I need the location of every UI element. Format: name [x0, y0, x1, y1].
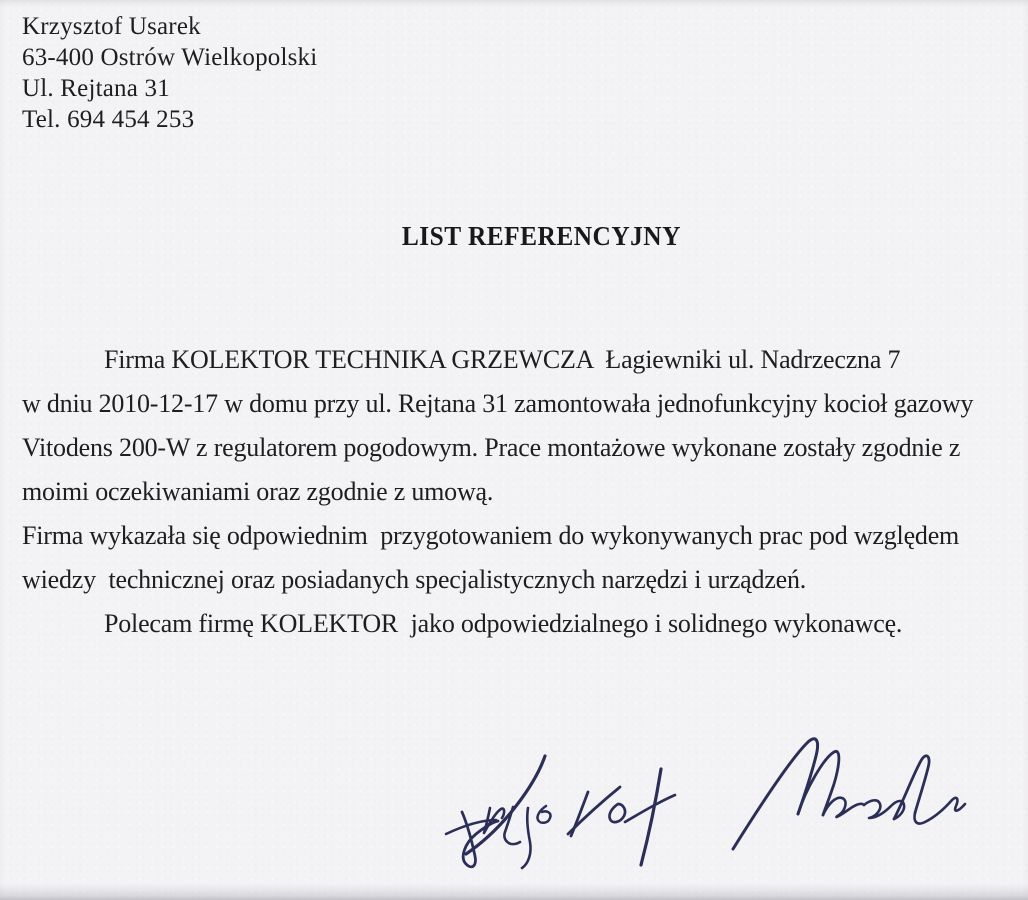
sender-name: Krzysztof Usarek [22, 13, 201, 40]
sender-phone: Tel. 694 454 253 [22, 106, 195, 133]
body-line-7: Polecam firmę KOLEKTOR jako odpowiedzialnego i solidnego wykonawcę. [104, 609, 903, 638]
body-line-1: Firma KOLEKTOR TECHNIKA GRZEWCZA Łagiewniki ul. Nadrzeczna 7 [104, 345, 901, 374]
sender-city: 63-400 Ostrów Wielkopolski [22, 44, 318, 71]
letter-title: LIST REFERENCYJNY [401, 221, 681, 251]
signature-strokes [446, 739, 965, 868]
body-line-4: moimi oczekiwaniami oraz zgodnie z umową. [22, 477, 494, 506]
letter-body [22, 338, 1012, 646]
sender-street: Ul. Rejtana 31 [22, 75, 170, 102]
body-line-2: w dniu 2010-12-17 w domu przy ul. Rejtana 31 zamontowała jednofunkcyjny kocioł gazowy [22, 389, 974, 418]
sender-block [22, 11, 317, 135]
body-line-5: Firma wykazała się odpowiednim przygotowaniem do wykonywanych prac pod względem [22, 521, 960, 550]
body-line-3: Vitodens 200-W z regulatorem pogodowym. Prace montażowe wykonane zostały zgodnie z [22, 433, 961, 462]
handwritten-signature [428, 712, 1013, 900]
paper-bottom-edge [0, 884, 1028, 900]
letter-title-row [0, 221, 1028, 252]
body-line-6: wiedzy technicznej oraz posiadanych specjalistycznych narzędzi i urządzeń. [22, 565, 807, 594]
